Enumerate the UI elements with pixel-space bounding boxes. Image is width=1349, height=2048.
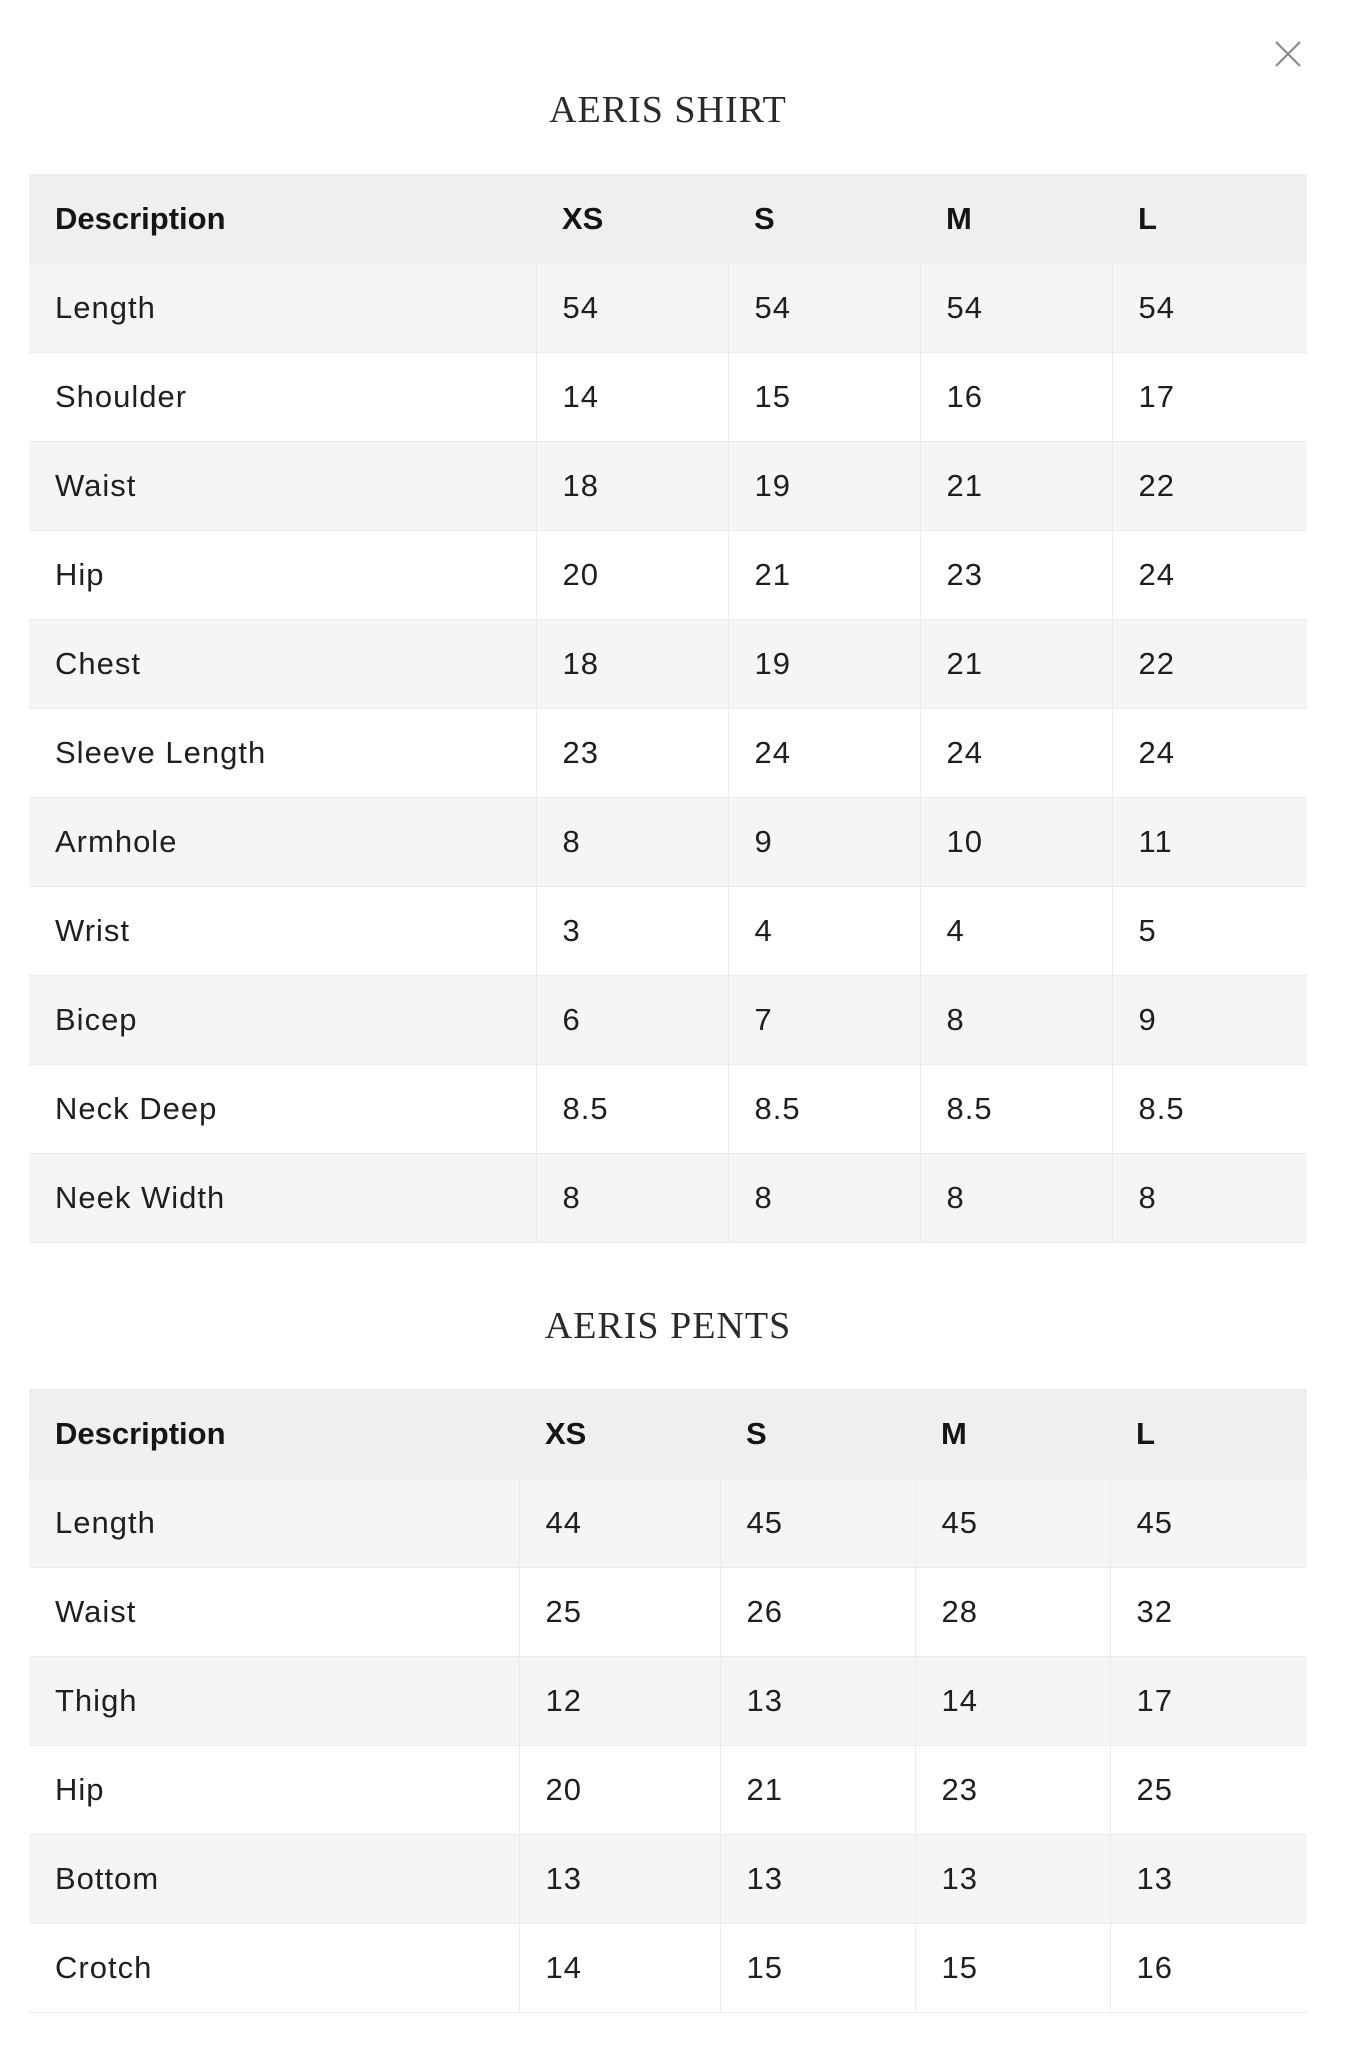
measurement-name: Wrist <box>29 887 536 976</box>
table-row <box>29 442 1307 531</box>
size-l-value: 5 <box>1112 887 1307 976</box>
size-l-value: 8 <box>1112 1154 1307 1243</box>
size-xs-value: 8 <box>536 798 728 887</box>
header-size-l: L <box>1112 175 1307 264</box>
measurement-name: Length <box>29 264 536 353</box>
table-row <box>29 887 1307 976</box>
table-row <box>29 798 1307 887</box>
size-s-value: 8.5 <box>728 1065 920 1154</box>
size-xs-value: 23 <box>536 709 728 798</box>
size-s-value: 19 <box>728 620 920 709</box>
size-m-value: 24 <box>920 709 1112 798</box>
size-s-value: 45 <box>720 1479 915 1568</box>
size-m-value: 45 <box>915 1479 1110 1568</box>
size-s-value: 15 <box>728 353 920 442</box>
size-xs-value: 25 <box>519 1568 720 1657</box>
measurement-name: Shoulder <box>29 353 536 442</box>
size-m-value: 21 <box>920 620 1112 709</box>
size-s-value: 4 <box>728 887 920 976</box>
size-xs-value: 18 <box>536 620 728 709</box>
table-header-row <box>29 1390 1307 1479</box>
measurement-name: Bicep <box>29 976 536 1065</box>
measurement-name: Waist <box>29 442 536 531</box>
shirt-size-title: AERIS SHIRT <box>549 89 787 131</box>
size-xs-value: 54 <box>536 264 728 353</box>
table-row <box>29 1924 1307 2013</box>
size-s-value: 9 <box>728 798 920 887</box>
measurement-name: Crotch <box>29 1924 519 2013</box>
size-s-value: 13 <box>720 1657 915 1746</box>
header-description: Description <box>29 175 536 264</box>
table-row <box>29 709 1307 798</box>
table-row <box>29 620 1307 709</box>
size-s-value: 21 <box>720 1746 915 1835</box>
table-row <box>29 1065 1307 1154</box>
size-m-value: 8 <box>920 976 1112 1065</box>
shirt-size-table <box>29 174 1307 1243</box>
size-s-value: 54 <box>728 264 920 353</box>
table-row <box>29 1154 1307 1243</box>
size-l-value: 22 <box>1112 620 1307 709</box>
measurement-name: Length <box>29 1479 519 1568</box>
measurement-name: Waist <box>29 1568 519 1657</box>
size-l-value: 54 <box>1112 264 1307 353</box>
header-size-l: L <box>1110 1390 1307 1479</box>
size-s-value: 13 <box>720 1835 915 1924</box>
size-l-value: 24 <box>1112 709 1307 798</box>
size-s-value: 7 <box>728 976 920 1065</box>
measurement-name: Thigh <box>29 1657 519 1746</box>
size-m-value: 10 <box>920 798 1112 887</box>
measurement-name: Sleeve Length <box>29 709 536 798</box>
size-xs-value: 20 <box>519 1746 720 1835</box>
size-m-value: 8.5 <box>920 1065 1112 1154</box>
size-l-value: 8.5 <box>1112 1065 1307 1154</box>
size-xs-value: 20 <box>536 531 728 620</box>
table-row <box>29 1479 1307 1568</box>
table-row <box>29 531 1307 620</box>
measurement-name: Armhole <box>29 798 536 887</box>
header-size-xs: XS <box>519 1390 720 1479</box>
size-l-value: 22 <box>1112 442 1307 531</box>
size-l-value: 13 <box>1110 1835 1307 1924</box>
size-xs-value: 18 <box>536 442 728 531</box>
table-row <box>29 1746 1307 1835</box>
size-m-value: 23 <box>915 1746 1110 1835</box>
table-header-row <box>29 175 1307 264</box>
size-m-value: 21 <box>920 442 1112 531</box>
size-m-value: 4 <box>920 887 1112 976</box>
size-s-value: 24 <box>728 709 920 798</box>
size-xs-value: 14 <box>536 353 728 442</box>
measurement-name: Neek Width <box>29 1154 536 1243</box>
size-l-value: 24 <box>1112 531 1307 620</box>
table-row <box>29 264 1307 353</box>
size-m-value: 16 <box>920 353 1112 442</box>
size-l-value: 9 <box>1112 976 1307 1065</box>
size-m-value: 14 <box>915 1657 1110 1746</box>
header-size-m: M <box>920 175 1112 264</box>
size-l-value: 32 <box>1110 1568 1307 1657</box>
table-row <box>29 976 1307 1065</box>
table-row <box>29 1568 1307 1657</box>
size-xs-value: 3 <box>536 887 728 976</box>
size-s-value: 15 <box>720 1924 915 2013</box>
pants-size-table <box>29 1389 1307 2013</box>
header-size-xs: XS <box>536 175 728 264</box>
size-m-value: 8 <box>920 1154 1112 1243</box>
size-l-value: 17 <box>1110 1657 1307 1746</box>
table-row <box>29 353 1307 442</box>
header-description: Description <box>29 1390 519 1479</box>
header-size-m: M <box>915 1390 1110 1479</box>
measurement-name: Bottom <box>29 1835 519 1924</box>
size-xs-value: 44 <box>519 1479 720 1568</box>
measurement-name: Hip <box>29 1746 519 1835</box>
size-xs-value: 6 <box>536 976 728 1065</box>
size-s-value: 21 <box>728 531 920 620</box>
measurement-name: Hip <box>29 531 536 620</box>
size-l-value: 11 <box>1112 798 1307 887</box>
size-l-value: 17 <box>1112 353 1307 442</box>
size-m-value: 23 <box>920 531 1112 620</box>
size-s-value: 19 <box>728 442 920 531</box>
size-l-value: 25 <box>1110 1746 1307 1835</box>
size-xs-value: 13 <box>519 1835 720 1924</box>
table-row <box>29 1835 1307 1924</box>
size-xs-value: 8.5 <box>536 1065 728 1154</box>
size-m-value: 28 <box>915 1568 1110 1657</box>
size-xs-value: 14 <box>519 1924 720 2013</box>
header-size-s: S <box>728 175 920 264</box>
header-size-s: S <box>720 1390 915 1479</box>
size-m-value: 15 <box>915 1924 1110 2013</box>
size-m-value: 13 <box>915 1835 1110 1924</box>
close-button[interactable] <box>1268 34 1308 74</box>
measurement-name: Neck Deep <box>29 1065 536 1154</box>
close-icon <box>1268 34 1308 74</box>
size-xs-value: 8 <box>536 1154 728 1243</box>
measurement-name: Chest <box>29 620 536 709</box>
size-xs-value: 12 <box>519 1657 720 1746</box>
size-s-value: 8 <box>728 1154 920 1243</box>
size-l-value: 16 <box>1110 1924 1307 2013</box>
table-row <box>29 1657 1307 1746</box>
size-s-value: 26 <box>720 1568 915 1657</box>
pants-size-title: AERIS PENTS <box>544 1305 792 1347</box>
size-l-value: 45 <box>1110 1479 1307 1568</box>
size-m-value: 54 <box>920 264 1112 353</box>
